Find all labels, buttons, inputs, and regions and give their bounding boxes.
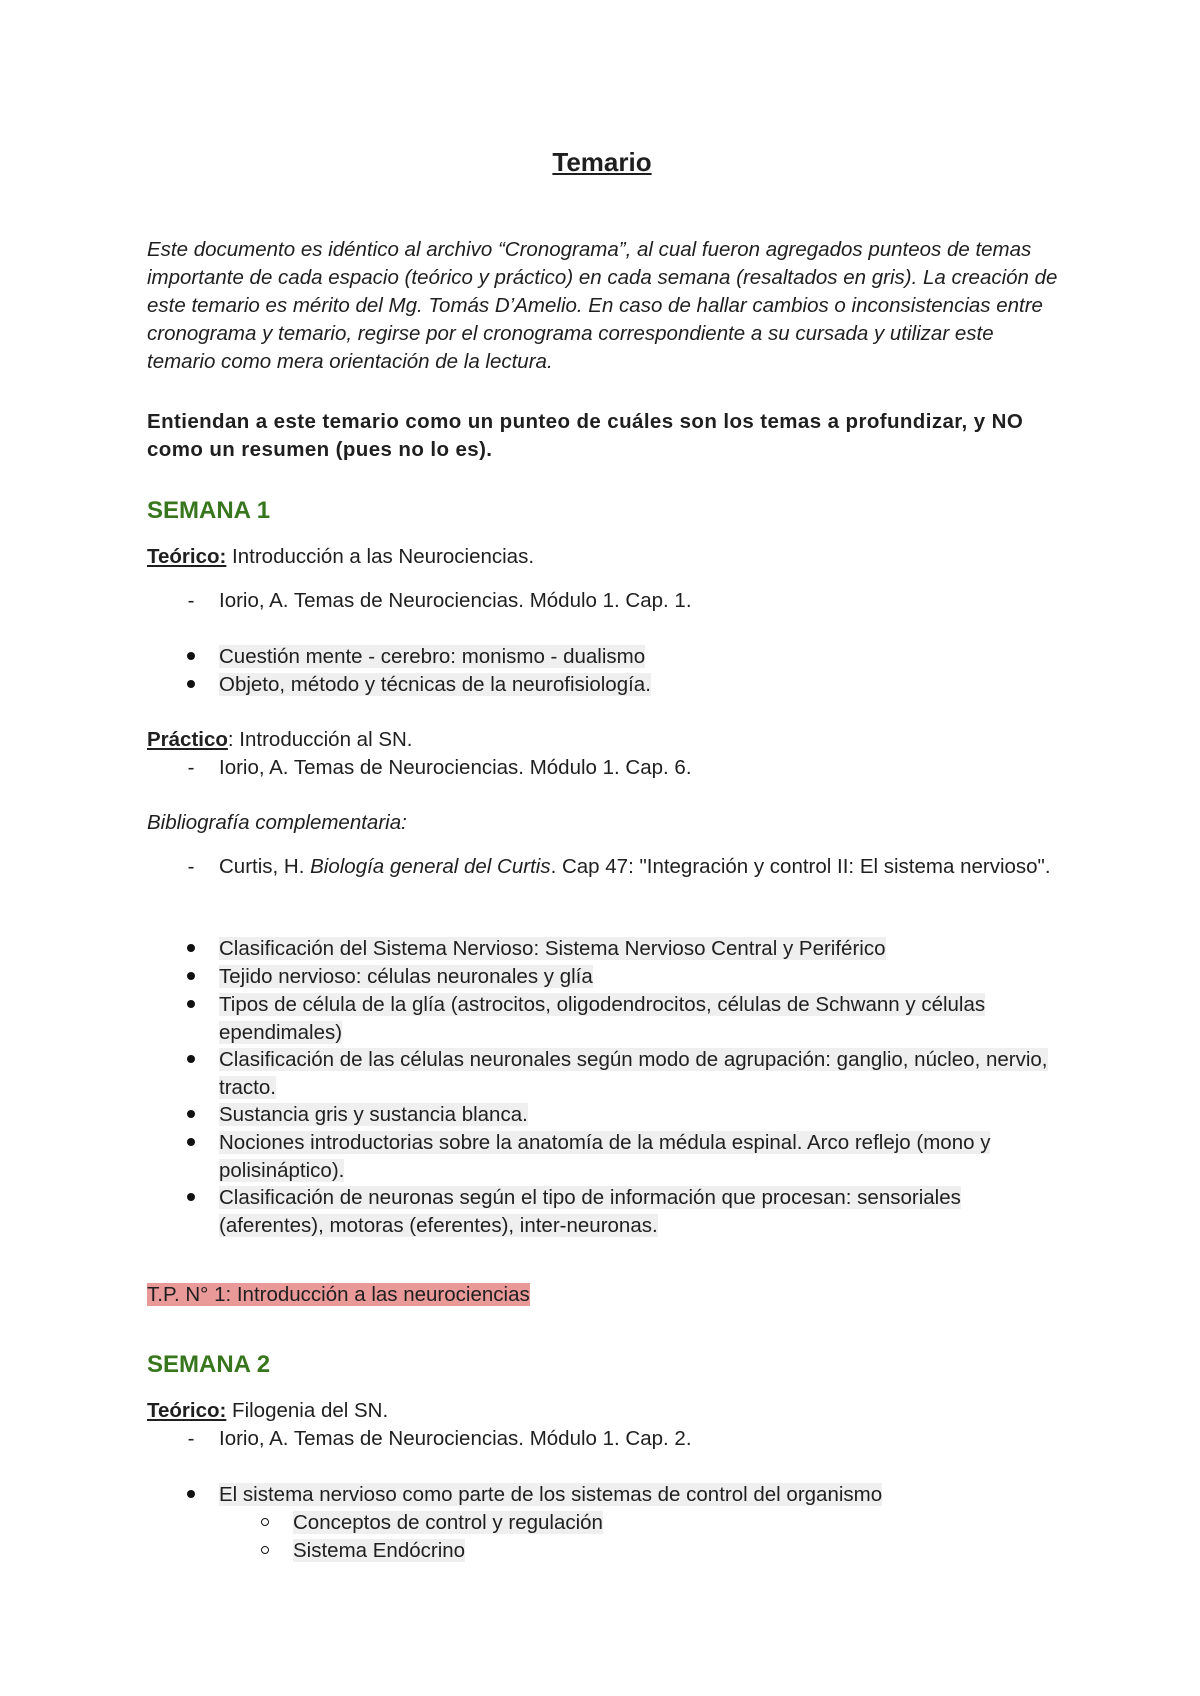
bullet-icon <box>181 1129 201 1157</box>
document-title: Temario <box>552 147 652 177</box>
teorico-label: Teórico: <box>147 1399 227 1422</box>
bullet-icon <box>181 1184 201 1212</box>
week-1-teorico <box>147 543 534 571</box>
teorico-reference: - Iorio, A. Temas de Neurociencias. Módulo 1. Cap. 1. <box>219 587 1069 615</box>
practico-topic: : Introducción al SN. <box>227 728 413 751</box>
circle-bullet-icon <box>255 1537 275 1565</box>
teorico-label: Teórico: <box>147 545 227 568</box>
list-item: Objeto, método y técnicas de la neurofisiología. <box>219 671 1069 699</box>
dash-marker: - <box>187 589 195 612</box>
list-item: Tejido nervioso: células neuronales y glía <box>219 963 1069 991</box>
dash-marker: - <box>187 756 195 779</box>
practico-label: Práctico <box>147 728 228 751</box>
week-1-heading: SEMANA 1 <box>147 497 271 524</box>
bullet-icon <box>181 1046 201 1074</box>
bullet-icon <box>181 1481 201 1509</box>
list-item: El sistema nervioso como parte de los sistemas de control del organismo <box>219 1481 1069 1509</box>
bullet-icon <box>181 991 201 1019</box>
list-item: Clasificación del Sistema Nervioso: Sistema Nervioso Central y Periférico <box>219 935 1069 963</box>
bullet-icon <box>181 671 201 699</box>
list-item: Sustancia gris y sustancia blanca. <box>219 1101 1069 1129</box>
teorico-reference: - Iorio, A. Temas de Neurociencias. Módulo 1. Cap. 2. <box>219 1425 1069 1453</box>
list-item: Tipos de célula de la glía (astrocitos, oligodendrocitos, células de Schwann y células ependimales) <box>219 991 1069 1047</box>
bullet-icon <box>181 1101 201 1129</box>
dash-marker: - <box>187 1427 195 1450</box>
list-item: Clasificación de neuronas según el tipo de información que procesan: sensoriales (aferentes), motoras (eferentes), inter-neuronas. <box>219 1184 1069 1240</box>
dash-marker: - <box>187 855 195 878</box>
bullet-icon <box>181 935 201 963</box>
biblio-reference: - Curtis, H. Biología general del Curtis. Cap 47: "Integración y control II: El sistema nervioso". <box>219 853 1069 881</box>
sub-list-item: Sistema Endócrino <box>293 1537 1063 1565</box>
tp-1-label: T.P. N° 1: Introducción a las neurociencias <box>147 1283 530 1306</box>
teorico-topic: Filogenia del SN. <box>226 1399 389 1422</box>
week-2-heading: SEMANA 2 <box>147 1351 271 1378</box>
practico-reference: - Iorio, A. Temas de Neurociencias. Módulo 1. Cap. 6. <box>219 754 1069 782</box>
week-1-practico <box>147 726 413 754</box>
list-item: Cuestión mente - cerebro: monismo - dualismo <box>219 643 1069 671</box>
circle-bullet-icon <box>255 1509 275 1537</box>
bullet-icon <box>181 963 201 991</box>
week-2-teorico <box>147 1397 388 1425</box>
notice-paragraph: Entiendan a este temario como un punteo de cuáles son los temas a profundizar, y NO como un resumen (pues no lo es). <box>147 410 1024 461</box>
bullet-icon <box>181 643 201 671</box>
teorico-topic: Introducción a las Neurociencias. <box>226 545 535 568</box>
list-item: Clasificación de las células neuronales según modo de agrupación: ganglio, núcleo, nervio, tracto. <box>219 1046 1069 1102</box>
biblio-label: Bibliografía complementaria: <box>147 811 407 834</box>
intro-paragraph: Este documento es idéntico al archivo “Cronograma”, al cual fueron agregados punteos de temas importante de cada espacio (teórico y práctico) en cada semana (resaltados en gris). La creación de este temario es mérito del Mg. Tomás D’Amelio. En caso de hallar cambios o inconsistencias entre cronograma y temario, regirse por el cronograma correspondiente a su cursada y utilizar este temario como mera orientación de la lectura. <box>147 238 1058 373</box>
sub-list-item: Conceptos de control y regulación <box>293 1509 1063 1537</box>
list-item: Nociones introductorias sobre la anatomía de la médula espinal. Arco reflejo (mono y polisináptico). <box>219 1129 1069 1185</box>
